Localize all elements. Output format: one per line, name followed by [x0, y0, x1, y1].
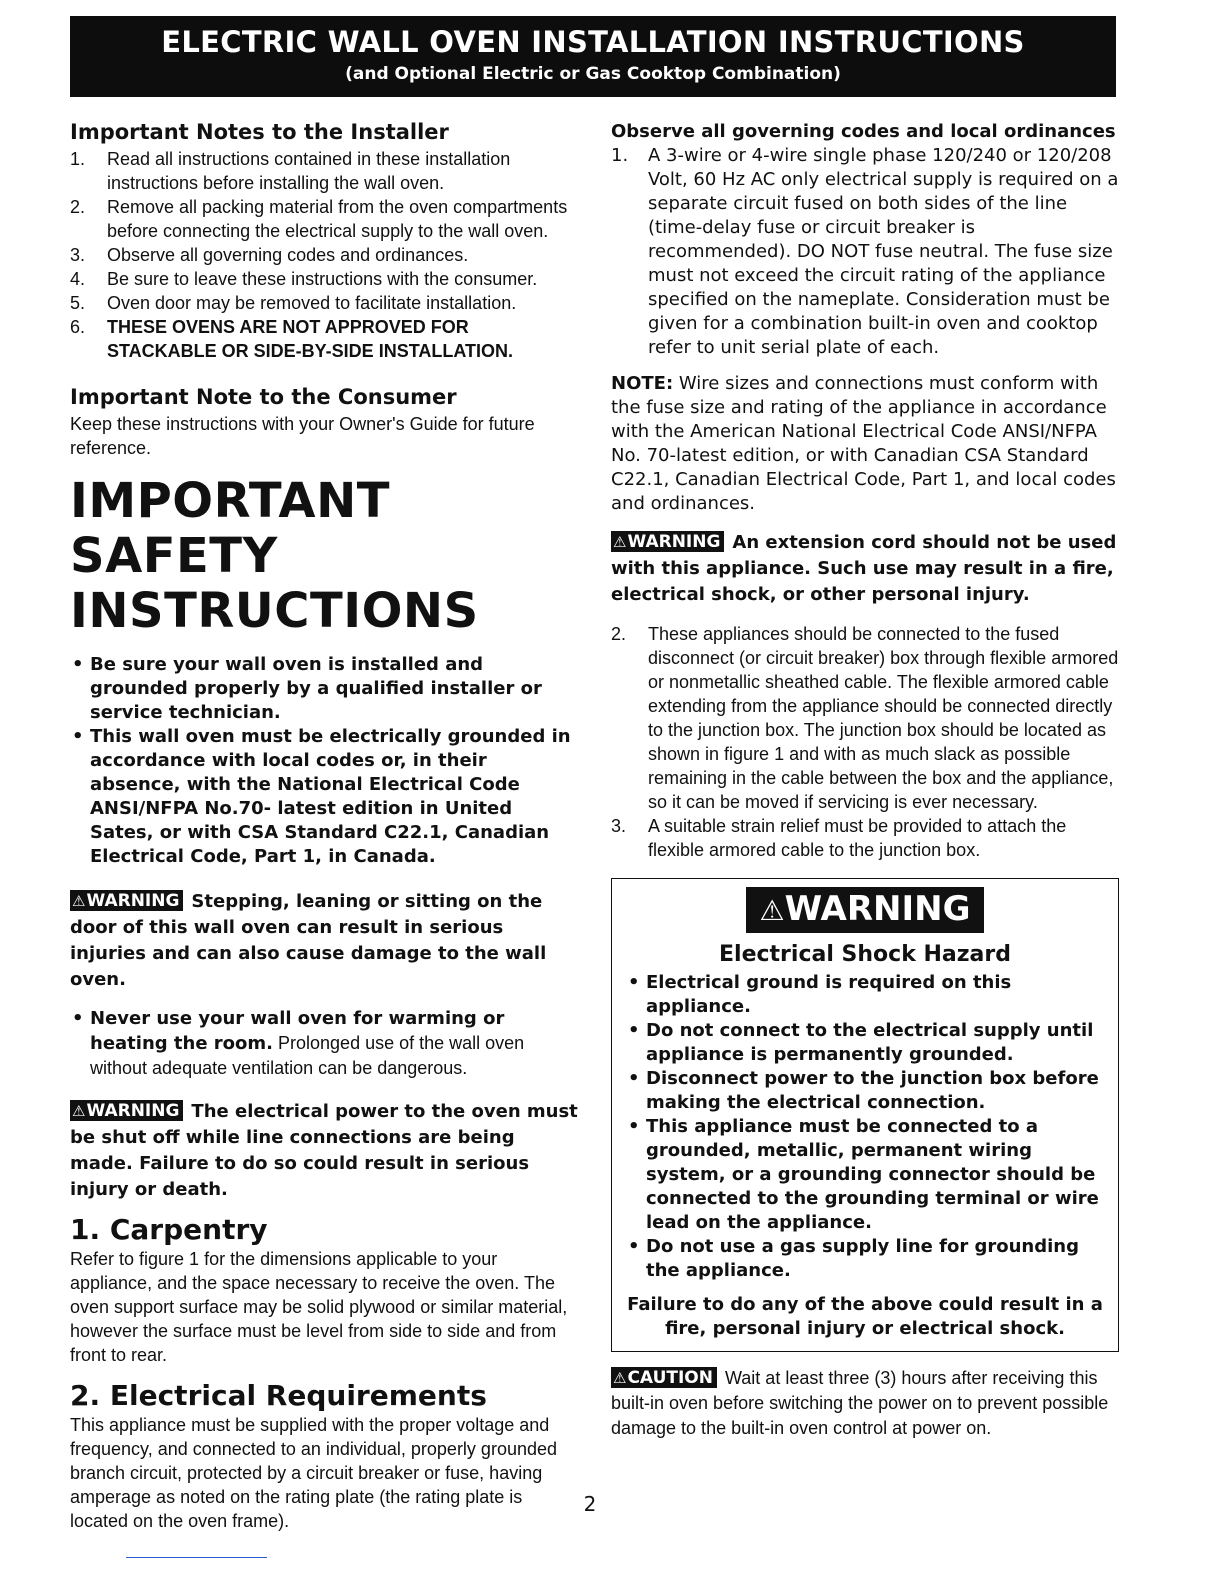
warning-label-large: ⚠WARNING	[746, 887, 984, 933]
document-title: ELECTRIC WALL OVEN INSTALLATION INSTRUCTIONS	[161, 25, 1025, 59]
carpentry-heading: 1. Carpentry	[70, 1213, 268, 1246]
warning-extension-cord: ⚠WARNING An extension cord should not be used with this appliance. Such use may result in a fire, electrical shock, or other personal injury.	[611, 532, 1117, 605]
warning-badge: ⚠WARNING	[70, 1100, 183, 1121]
list-item: • Never use your wall oven for warming or heating the room. Prolonged use of the wall oven without adequate ventilation can be dangerous.	[72, 1008, 525, 1078]
codes-list-2	[611, 622, 1121, 862]
note-label: NOTE:	[611, 373, 674, 394]
hazard-footer: Failure to do any of the above could result in a fire, personal injury or electrical shock.	[627, 1294, 1103, 1339]
safety-bullets	[70, 653, 580, 869]
caution-note: ⚠CAUTION Wait at least three (3) hours after receiving this built-in oven before switching the power on to prevent possible damage to the built-in oven control at power on.	[611, 1368, 1109, 1438]
warning-triangle-icon: ⚠	[613, 533, 627, 551]
electrical-text: This appliance must be supplied with the proper voltage and frequency, and connected to an individual, properly grounded branch circuit, protected by a circuit breaker or fuse, having amperage as noted on the rating plate (the rating plate is located on the oven frame).	[70, 1415, 558, 1531]
warning-triangle-icon: ⚠	[613, 1369, 627, 1387]
list-item: 1. Read all instructions contained in these installation instructions before installing the wall oven.	[70, 149, 511, 193]
caution-badge: ⚠CAUTION	[611, 1367, 717, 1388]
warning-badge: ⚠WARNING	[70, 890, 183, 911]
list-item: • Do not use a gas supply line for grounding the appliance.	[628, 1236, 1080, 1281]
list-item: 3. A suitable strain relief must be provided to attach the flexible armored cable to the junction box.	[611, 816, 1067, 860]
hazard-bullets	[626, 971, 1104, 1283]
list-item: • This appliance must be connected to a grounded, metallic, permanent wiring system, or a grounding connector should be connected to the grounding terminal or wire lead on the appliance.	[628, 1116, 1099, 1233]
list-item: 2. Remove all packing material from the oven compartments before connecting the electrical supply to the wall oven.	[70, 197, 568, 241]
safety-bullets-2	[70, 1007, 580, 1081]
list-item: 1. A 3-wire or 4-wire single phase 120/240 or 120/208 Volt, 60 Hz AC only electrical supply is required on a separate circuit fused on both sides of the line (time-delay fuse or circuit breaker is recommended). DO NOT fuse neutral. The fuse size must not exceed the circuit rating of the appliance specified on the nameplate. Consideration must be given for a combination built-in oven and cooktop refer to unit serial plate of each.	[611, 145, 1119, 358]
list-item: 6. THESE OVENS ARE NOT APPROVED FOR STACKABLE OR SIDE-BY-SIDE INSTALLATION.	[70, 317, 514, 361]
warning-triangle-icon: ⚠	[72, 1102, 86, 1120]
warning-power: ⚠WARNING The electrical power to the oven must be shut off while line connections are being made. Failure to do so could result in serious injury or death.	[70, 1101, 578, 1200]
electrical-heading: 2. Electrical Requirements	[70, 1379, 487, 1412]
codes-list	[611, 144, 1121, 360]
list-item: • This wall oven must be electrically grounded in accordance with local codes or, in their absence, with the National Electrical Code ANSI/NFPA No.70- latest edition in United Sates, or with CSA Standard C22.1, Canadian Electrical Code, Part 1, in Canada.	[72, 726, 571, 867]
consumer-note-heading: Important Note to the Consumer	[70, 385, 457, 409]
list-item: • Do not connect to the electrical supply until appliance is permanently grounded.	[628, 1020, 1094, 1065]
consumer-note-text: Keep these instructions with your Owner's Guide for future reference.	[70, 414, 535, 458]
warning-triangle-icon: ⚠	[759, 894, 785, 927]
warning-triangle-icon: ⚠	[72, 892, 86, 910]
warning-badge: ⚠WARNING	[611, 531, 724, 552]
page-number: 2	[583, 1492, 597, 1516]
document-subtitle: (and Optional Electric or Gas Cooktop Combination)	[345, 64, 841, 84]
left-column	[70, 118, 580, 1533]
header-banner	[70, 16, 1116, 97]
warning-stepping: ⚠WARNING Stepping, leaning or sitting on the door of this wall oven can result in serious injuries and can also cause damage to the wall oven.	[70, 891, 547, 990]
list-item: 5. Oven door may be removed to facilitate installation.	[70, 293, 517, 313]
installer-notes-heading: Important Notes to the Installer	[70, 120, 449, 144]
list-item: • Be sure your wall oven is installed and grounded properly by a qualified installer or service technician.	[72, 654, 542, 723]
list-item: • Disconnect power to the junction box before making the electrical connection.	[628, 1068, 1099, 1113]
hazard-heading: Electrical Shock Hazard	[719, 942, 1011, 967]
safety-title: IMPORTANT SAFETY INSTRUCTIONS	[70, 473, 479, 639]
footer-divider	[126, 1557, 267, 1558]
installer-notes-list	[70, 147, 580, 363]
codes-note: NOTE: Wire sizes and connections must conform with the fuse size and rating of the appliance in accordance with the American National Electrical Code ANSI/NFPA No. 70-latest edition, or with Canadian CSA Standard C22.1, Canadian Electrical Code, Part 1, and local codes and ordinances.	[611, 373, 1116, 514]
codes-heading: Observe all governing codes and local ordinances	[611, 121, 1116, 142]
list-item: 2. These appliances should be connected to the fused disconnect (or circuit breaker) box through flexible armored or nonmetallic sheathed cable. The flexible armored cable extending from the appliance should be connected directly to the junction box. The junction box should be located as shown in figure 1 and with as much slack as possible remaining in the cable between the box and the appliance, so it can be moved if servicing is ever necessary.	[611, 624, 1119, 812]
list-item: 4. Be sure to leave these instructions with the consumer.	[70, 269, 538, 289]
carpentry-text: Refer to figure 1 for the dimensions applicable to your appliance, and the space necessary to receive the oven. The oven support surface may be solid plywood or similar material, however the surface must be level from side to side and from front to rear.	[70, 1249, 568, 1365]
list-item: 3. Observe all governing codes and ordinances.	[70, 245, 469, 265]
right-column	[611, 120, 1121, 1441]
list-item: • Electrical ground is required on this appliance.	[628, 972, 1012, 1017]
electrical-shock-warning-box	[611, 878, 1119, 1352]
